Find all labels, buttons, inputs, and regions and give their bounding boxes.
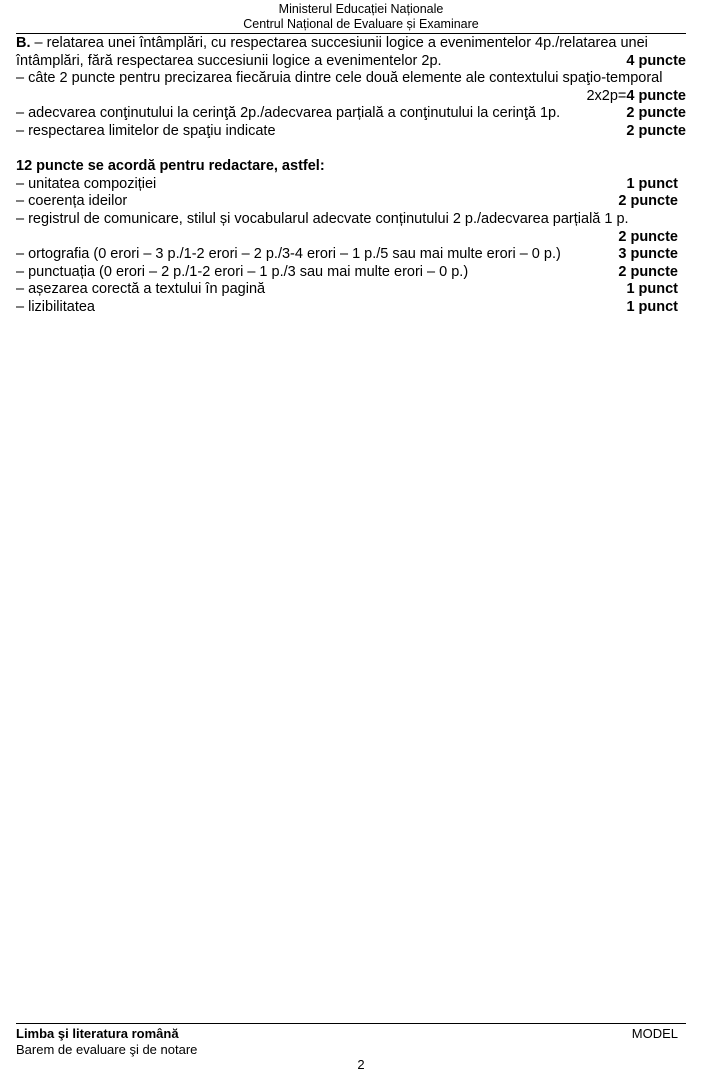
section-b-line-6: – respectarea limitelor de spaţiu indicate 2 puncte: [16, 122, 686, 139]
page-footer: [16, 1026, 686, 1058]
ministry-name: Ministerul Educației Naționale: [278, 2, 444, 16]
points-value: 1 punct: [626, 281, 678, 298]
section-b-line-2: întâmplări, fără respectarea succesiunii logice a evenimentelor 2p. 4 puncte: [16, 52, 686, 69]
points-value: 1 punct: [626, 175, 678, 192]
section-b-label: B.: [16, 35, 31, 51]
redactare-heading: 12 puncte se acordă pentru redactare, astfel:: [16, 158, 325, 175]
section-b-line-3: – câte 2 puncte pentru precizarea fiecăruia dintre cele două elemente ale contextului spaţio-temporal: [16, 70, 663, 87]
criterion-row: – ortografia (0 erori – 3 p./1-2 erori – 2 p./3-4 erori – 1 p./5 sau mai multe erori – 0 p.) 3 puncte: [16, 246, 678, 263]
criterion-row: – lizibilitatea 1 punct: [16, 298, 678, 315]
center-name: Centrul Național de Evaluare și Examinare: [243, 17, 479, 31]
spacer: [16, 141, 686, 159]
document-subtitle: Barem de evaluare şi de notare: [16, 1042, 198, 1057]
grading-content: [16, 35, 686, 317]
header-divider: [16, 33, 686, 34]
criterion-row: – așezarea corectă a textului în pagină 1 punct: [16, 281, 678, 298]
page-number: 2: [357, 1057, 365, 1072]
page-header: [0, 2, 722, 32]
criterion-points-row: [16, 229, 686, 247]
points-value: 2 puncte: [626, 105, 686, 122]
points-value: 2 puncte: [626, 122, 686, 139]
section-b-line-5: – adecvarea conţinutului la cerinţă 2p./adecvarea parțială a conţinutului la cerinţă 1p. 2 puncte: [16, 105, 686, 122]
model-label: MODEL: [631, 1026, 678, 1041]
criterion-row: – registrul de comunicare, stilul și vocabularul adecvate conținutului 2 p./adecvarea parțială 1 p.: [16, 210, 629, 227]
points-value: 2 puncte: [618, 263, 678, 280]
criterion-row: – punctuația (0 erori – 2 p./1-2 erori – 1 p./3 sau mai multe erori – 0 p.) 2 puncte: [16, 263, 678, 280]
subject-title: Limba şi literatura română: [16, 1026, 179, 1041]
points-value: 2 puncte: [618, 193, 678, 210]
points-value: 3 puncte: [618, 246, 678, 263]
points-value: 2 puncte: [618, 228, 678, 245]
section-b-line-4: 2x2p=4 puncte: [586, 87, 686, 104]
points-value: 4 puncte: [626, 87, 686, 104]
points-value: 1 punct: [626, 298, 678, 315]
section-b-line-1: B. – relatarea unei întâmplări, cu respectarea succesiunii logice a evenimentelor 4p./relatarea unei: [16, 35, 648, 51]
criterion-row: – coerența ideilor 2 puncte: [16, 193, 678, 210]
points-value: 4 puncte: [626, 52, 686, 69]
footer-divider: [16, 1023, 686, 1024]
criterion-row: – unitatea compoziției 1 punct: [16, 175, 678, 192]
